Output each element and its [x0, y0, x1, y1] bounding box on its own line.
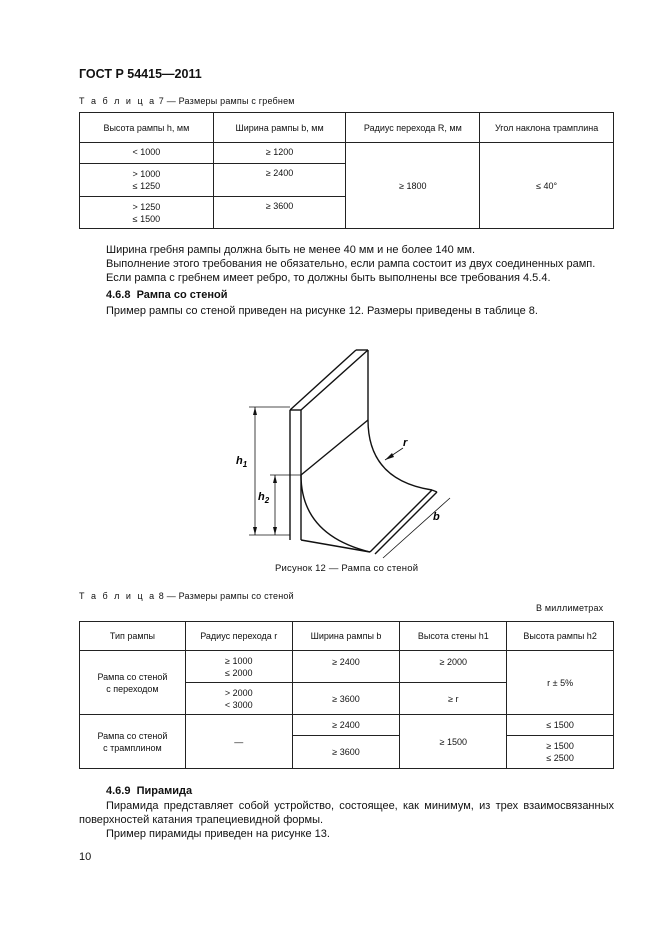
table7-header-width: Ширина рампы b, мм [213, 113, 346, 143]
table-row [80, 715, 614, 736]
table8-cell-radius-line: > 2000 [224, 687, 253, 698]
table8 [79, 621, 614, 769]
section-4-6-9-text-line1: Пирамида представляет собой устройство, состоящее, как минимум, из трех взаимосвязанных [106, 800, 614, 812]
table8-cell-radius: — [185, 715, 292, 769]
section-4-6-9-text-line2: поверхностей катания трапециевидной формы. [79, 814, 324, 826]
table8-cell-radius-line: < 3000 [224, 699, 253, 710]
table8-cell-width: ≥ 2400 [292, 651, 400, 683]
wall-top-right-edge [301, 350, 368, 410]
section-4-6-8-text: Пример рампы со стеной приведен на рисунке 12. Размеры приведены в таблице 8. [106, 305, 538, 317]
ramp-base-line [301, 540, 370, 552]
section-title: Рампа со стеной [136, 289, 228, 301]
table7-cell-height [80, 164, 214, 197]
table7-cell-height: < 1000 [80, 143, 214, 164]
ramp-lip-edge [370, 490, 432, 552]
table8-cell-width: ≥ 3600 [292, 736, 400, 769]
h1-arrow-bottom [253, 527, 257, 535]
table7-caption-prefix: Т а б л и ц а [79, 96, 157, 106]
table8-cell-wall: ≥ r [400, 683, 507, 715]
table8-cell-type-line: с переходом [106, 683, 159, 694]
table8-cell-ramp-height-line: ≥ 1500 [546, 741, 574, 751]
table8-cell-radius [185, 651, 292, 683]
table8-cell-ramp-height [507, 736, 614, 769]
table8-header-ramp-height: Высота рампы h2 [507, 622, 614, 651]
page-number: 10 [79, 851, 92, 863]
ramp-lip-edge-2 [375, 492, 437, 554]
table8-header-radius: Радиус перехода r [185, 622, 292, 651]
h2-label: $h_2$ [258, 491, 270, 505]
section-title: Пирамида [136, 785, 193, 797]
table7-caption [79, 96, 295, 106]
figure-12-caption: Рисунок 12 — Рампа со стеной [275, 563, 419, 574]
table7-caption-text: 7 — Размеры рампы с гребнем [156, 96, 295, 106]
table8-units: В миллиметрах [536, 603, 604, 613]
table7-cell-width: ≥ 2400 [213, 164, 346, 197]
table7-cell-height [80, 197, 214, 229]
table7-header-angle: Угол наклона трамплина [480, 113, 614, 143]
table8-caption [79, 591, 294, 601]
table7-cell-height-line: ≤ 1250 [132, 181, 161, 191]
table7-cell-height-line: > 1250 [132, 201, 161, 212]
table7-cell-width: ≥ 1200 [213, 143, 346, 164]
table8-cell-ramp-height: r ± 5% [507, 651, 614, 715]
table7-header-height: Высота рампы h, мм [80, 113, 214, 143]
section-number: 4.6.8 [106, 289, 131, 301]
table8-cell-wall: ≥ 2000 [400, 651, 507, 683]
r-label: r [403, 437, 408, 449]
h1-label: $h_1$ [236, 455, 248, 469]
table8-cell-wall: ≥ 1500 [400, 715, 507, 769]
table8-header-width: Ширина рампы b [292, 622, 400, 651]
table8-cell-type [80, 651, 186, 715]
paragraph-line: Выполнение этого требования не обязательно, если рампа состоит из двух соединенных рамп. [106, 258, 596, 270]
section-4-6-9-text-line3: Пример пирамиды приведен на рисунке 13. [106, 828, 330, 840]
figure-12-ramp-drawing [225, 340, 475, 560]
h1-arrow-top [253, 407, 257, 415]
ramp-lip-end [432, 490, 437, 492]
paragraph-line: Ширина гребня рампы должна быть не менее 40 мм и не более 140 мм. [106, 244, 476, 256]
b-label: b [433, 511, 440, 523]
table8-cell-radius-line: ≥ 1000 [225, 655, 253, 666]
table8-caption-text: 8 — Размеры рампы со стеной [156, 591, 294, 601]
table8-cell-type-line: с трамплином [103, 742, 162, 753]
h2-arrow-bottom [273, 527, 277, 535]
table7-cell-height-line: ≤ 1500 [132, 213, 161, 224]
table8-cell-width: ≥ 3600 [292, 683, 400, 715]
table8-cell-type-line: Рампа со стеной [97, 730, 168, 741]
table-row [80, 651, 614, 683]
r-arrow [385, 453, 394, 460]
table7-cell-width: ≥ 3600 [213, 197, 346, 229]
table8-header-wall: Высота стены h1 [400, 622, 507, 651]
table8-cell-type [80, 715, 186, 769]
paragraph-line: Если рампа с гребнем имеет ребро, то должны быть выполнены все требования 4.5.4. [106, 272, 551, 284]
table7-cell-radius: ≥ 1800 [346, 143, 480, 229]
section-4-6-8-heading [106, 289, 228, 301]
document-header: ГОСТ Р 54415—2011 [79, 67, 202, 81]
table8-cell-width: ≥ 2400 [292, 715, 400, 736]
wall-top-left-edge [290, 350, 356, 410]
table8-cell-radius-line: ≤ 2000 [225, 667, 253, 678]
table8-header-row [80, 622, 614, 651]
table7-cell-height-line: > 1000 [132, 169, 161, 179]
table8-cell-type-line: Рампа со стеной [97, 671, 168, 682]
table8-cell-ramp-height-line: ≤ 2500 [546, 753, 574, 763]
ramp-back-curve [368, 420, 432, 490]
table7-cell-angle: ≤ 40° [480, 143, 614, 229]
table8-cell-radius [185, 683, 292, 715]
table8-cell-ramp-height: ≤ 1500 [507, 715, 614, 736]
wall-transition-line [301, 420, 368, 475]
table7 [79, 112, 614, 229]
table7-header-radius: Радиус перехода R, мм [346, 113, 480, 143]
ramp-front-curve [301, 475, 370, 552]
table8-caption-prefix: Т а б л и ц а [79, 591, 157, 601]
table8-header-type: Тип рампы [80, 622, 186, 651]
h2-arrow-top [273, 475, 277, 483]
section-4-6-9-heading [106, 785, 192, 797]
section-number: 4.6.9 [106, 785, 131, 797]
table-row [80, 143, 614, 164]
table7-header-row [80, 113, 614, 143]
